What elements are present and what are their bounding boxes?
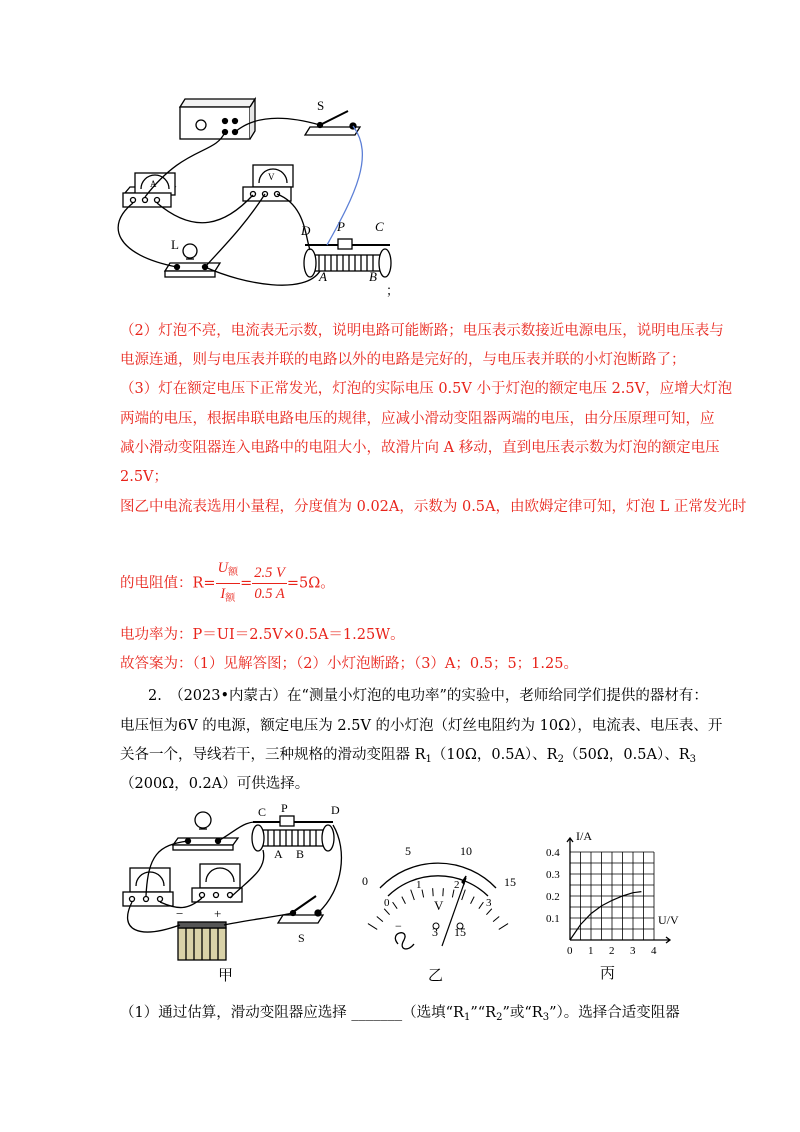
- eq-sign-2: =: [240, 575, 253, 592]
- solution-p3-line3: 减小滑动变阻器连入电路中的电阻大小，故滑片向 A 移动，直到电压表示数为灯泡的额定电压: [120, 440, 720, 456]
- resistance-prefix: 的电阻值：R: [120, 575, 204, 592]
- yi-inner-2: 2: [454, 879, 460, 891]
- dial-tick: [471, 897, 475, 904]
- jia-B-label: B: [296, 847, 305, 861]
- yi-inner-3: 3: [486, 897, 492, 909]
- solution-p3-line2: 两端的电压，根据串联电路电压的规律，应减小滑动变阻器两端的电压，由分压原理可知，应: [120, 411, 715, 427]
- frac-den-value: 0.5 A: [254, 586, 285, 602]
- q1-c: ”“R: [470, 1005, 497, 1021]
- q2-l3-s2: 2: [557, 754, 564, 765]
- bing-caption: 丙: [600, 966, 616, 982]
- q1-answer-blank[interactable]: _______: [351, 1005, 403, 1021]
- yi-terminal-minus: −: [395, 919, 402, 933]
- dial-tick: [462, 890, 466, 900]
- bing-y-tick: 0.1: [546, 913, 560, 925]
- yi-terminal-15: 15: [454, 925, 466, 939]
- yi-outer-0: 0: [362, 874, 368, 888]
- q1-s2: 2: [496, 1012, 503, 1023]
- jia-minus-label: −: [176, 906, 184, 921]
- jia-caption: 甲: [218, 968, 234, 984]
- frac-den-I: I: [220, 586, 226, 602]
- solution-p2-line2: 电源连通，则与电压表并联的电路以外的电路是完好的，与电压表并联的小灯泡断路了；: [120, 352, 686, 368]
- dial-tick: [422, 890, 424, 898]
- question2-sub1: [120, 1003, 680, 1028]
- rheostat-C-label: C: [375, 219, 384, 234]
- ammeter-label: A: [150, 179, 157, 189]
- power-line: 电功率为：P＝UI＝2.5V×0.5A＝1.25W。: [120, 627, 405, 643]
- q1-s1: 1: [463, 1012, 471, 1023]
- yi-unit: V: [434, 898, 444, 913]
- question2-line3: [120, 745, 696, 770]
- frac-den-sub: 额: [225, 593, 236, 604]
- dial-tick: [499, 924, 508, 930]
- frac-num-value: 2.5 V: [252, 563, 287, 584]
- dial-tick: [486, 909, 491, 915]
- q2-l3-s3: 3: [689, 754, 696, 765]
- jia-A-label: A: [274, 847, 283, 861]
- dial-tick: [368, 924, 377, 930]
- figure-jia-circuit: [118, 800, 358, 985]
- voltmeter-label: V: [268, 172, 275, 182]
- bing-ylabel: I/A: [576, 829, 592, 843]
- solution-p3-line4: 2.5V；: [120, 469, 169, 485]
- yi-caption: 乙: [428, 968, 444, 984]
- yi-outer-5: 5: [405, 844, 411, 858]
- yi-inner-1: 1: [416, 879, 422, 891]
- yi-inner-0: 0: [384, 897, 390, 909]
- resistance-formula: [120, 558, 335, 609]
- dial-tick: [433, 888, 434, 896]
- jia-P-label: P: [281, 801, 288, 815]
- q2-l3-a: 关各一个，导线若干，三种规格的滑动变阻器 R: [120, 747, 426, 763]
- dial-tick: [443, 888, 444, 896]
- answer-line: 故答案为：（1）见解答图；（2）小灯泡断路；（3）A；0.5；5；1.25。: [120, 656, 578, 672]
- bing-x-tick: 4: [651, 945, 657, 957]
- yi-outer-10: 10: [460, 844, 472, 858]
- bing-x-tick: 1: [588, 945, 594, 957]
- q2-l3-c: （50Ω，0.5A）、R: [563, 747, 690, 763]
- bing-xlabel: U/V: [658, 913, 679, 927]
- frac-num-U: U: [217, 560, 229, 576]
- dial-tick: [402, 897, 406, 904]
- rheostat-D-label: D: [301, 223, 311, 238]
- rheostat-P-label: P: [337, 219, 345, 234]
- rheostat-A-label: A: [319, 269, 327, 284]
- q1-s3: 3: [542, 1012, 550, 1023]
- switch-label: S: [317, 98, 325, 113]
- q1-d: ”或“R: [502, 1005, 543, 1021]
- solution-p4-line1: 图乙中电流表选用小量程，分度值为 0.02A，示数为 0.5A，由欧姆定律可知，灯泡 L 正常发光时: [120, 499, 747, 515]
- bing-x-tick: 2: [609, 945, 615, 957]
- dial-tick: [479, 902, 484, 909]
- bing-x-tick: 3: [630, 945, 636, 957]
- fraction-numeric: [252, 563, 287, 604]
- bing-x-tick: 0: [567, 945, 573, 957]
- bing-axes: [567, 838, 670, 943]
- q1-e: ”）。选择合适变阻器: [549, 1005, 680, 1021]
- dial-tick: [493, 916, 499, 921]
- figure-trailing-semicolon: ；: [386, 284, 400, 299]
- question2-line4: （200Ω，0.2A）可供选择。: [120, 776, 310, 792]
- lamp-label: L: [171, 237, 179, 252]
- q2-l3-s1: 1: [425, 754, 432, 765]
- eq-sign-1: =: [203, 575, 216, 592]
- bing-y-tick: 0.3: [546, 869, 560, 881]
- q1-a: （1）通过估算，滑动变阻器应选择: [120, 1005, 352, 1021]
- question2-line1: 2. （2023•内蒙古）在“测量小灯泡的电功率”的实验中，老师给同学们提供的器材有：: [148, 688, 708, 704]
- solution-p3-line1: （3）灯在额定电压下正常发光，灯泡的实际电压 0.5V 小于灯泡的额定电压 2.5V，应增大灯泡: [120, 381, 733, 397]
- yi-outer-15: 15: [504, 875, 516, 889]
- frac-num-sub: 额: [228, 567, 239, 578]
- jia-D-label: D: [331, 803, 340, 817]
- dial-tick: [411, 890, 415, 900]
- resistance-result: =5Ω。: [286, 575, 335, 592]
- jia-plus-label: +: [214, 906, 222, 921]
- bing-y-tick: 0.4: [546, 847, 560, 859]
- yi-terminal-3: 3: [432, 925, 438, 939]
- figure-bing-chart: [528, 828, 693, 990]
- bing-y-tick: 0.2: [546, 891, 560, 903]
- jia-S-label: S: [298, 931, 305, 945]
- jia-C-label: C: [258, 805, 267, 819]
- dial-tick: [393, 902, 398, 909]
- solution-p2-line1: （2）灯泡不亮，电流表无示数，说明电路可能断路；电压表示数接近电源电压，说明电压表与: [120, 323, 724, 339]
- fraction-symbolic: [216, 558, 240, 609]
- dial-tick: [377, 916, 383, 921]
- rheostat-B-label: B: [369, 269, 377, 284]
- question2-line2: 电压恒为6V 的电源，额定电压为 2.5V 的小灯泡（灯丝电阻约为 10Ω），电流表、电压表、开: [120, 718, 723, 734]
- q2-l3-b: （10Ω，0.5A）、R: [431, 747, 558, 763]
- top-circuit-figure: [105, 85, 405, 300]
- figure-yi-voltmeter: [358, 840, 528, 990]
- dial-tick: [384, 909, 389, 915]
- q1-b: （选填“R: [402, 1005, 464, 1021]
